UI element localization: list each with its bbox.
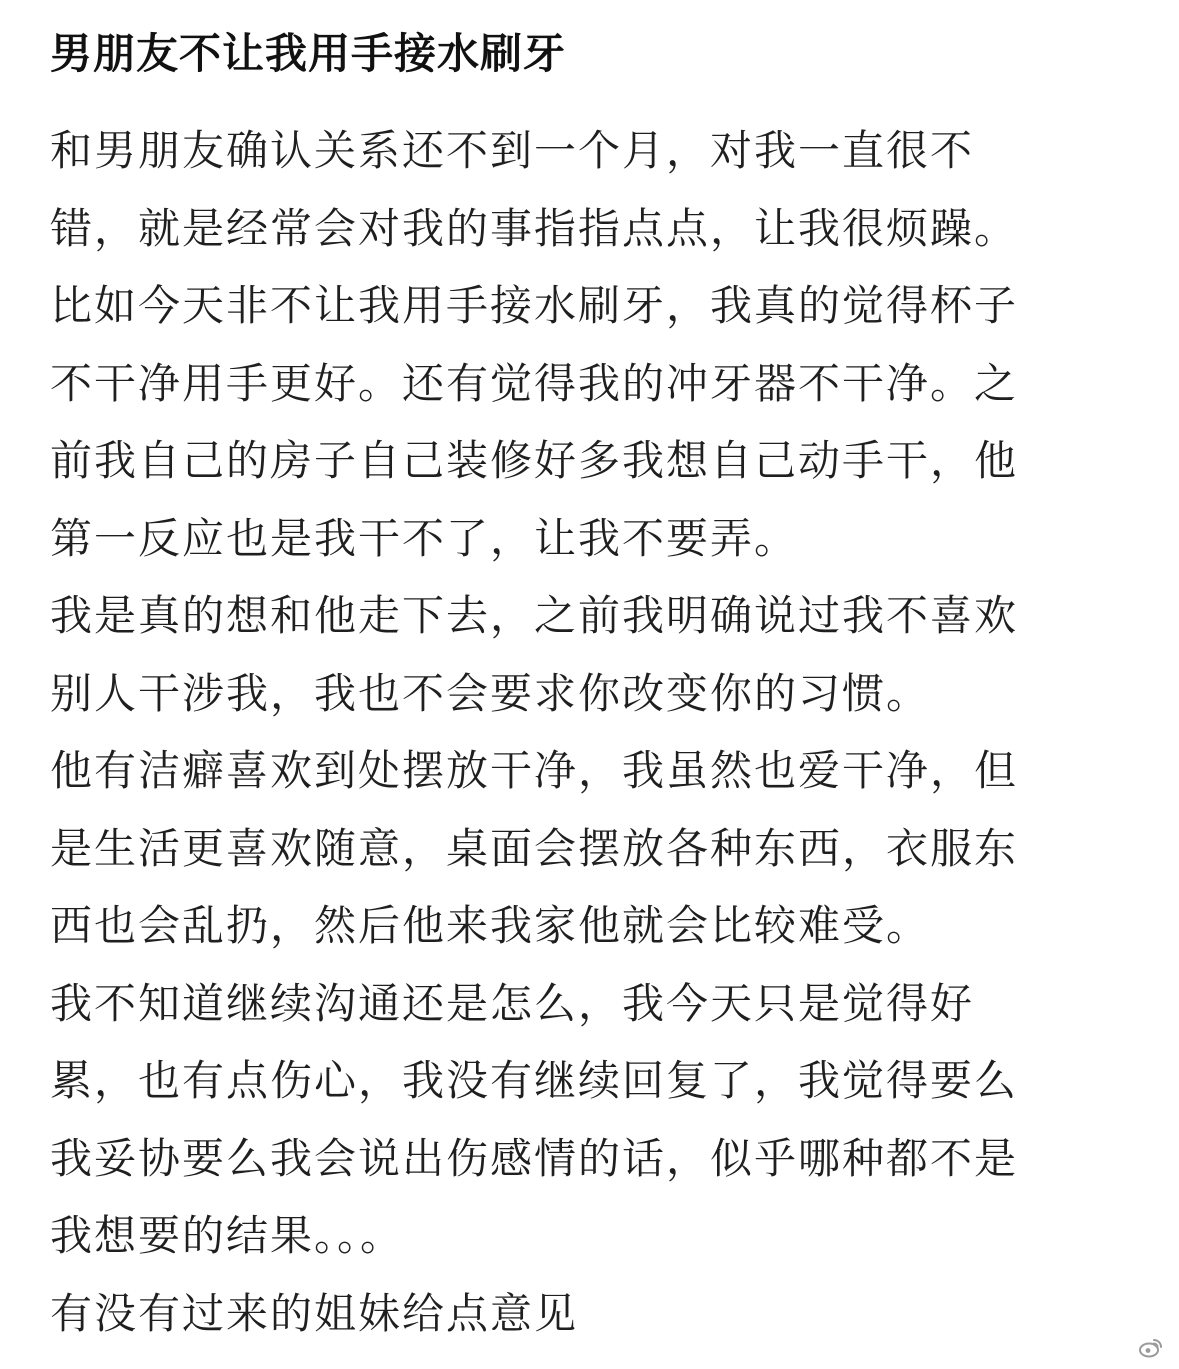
post	[50, 22, 1140, 1352]
post-body-line: 我不知道继续沟通还是怎么，我今天只是觉得好	[50, 978, 975, 1028]
post-body-line: 不干净用手更好。还有觉得我的冲牙器不干净。之	[50, 358, 1019, 408]
post-body-line: 他有洁癖喜欢到处摆放干净，我虽然也爱干净，但	[50, 746, 1019, 795]
post-body-line: 前我自己的房子自己装修好多我想自己动手干，他	[50, 436, 1019, 485]
post-body	[50, 112, 1140, 1352]
post-body-line: 有没有过来的姐妹给点意见	[50, 1288, 579, 1338]
post-body-line: 西也会乱扔，然后他来我家他就会比较难受。	[50, 901, 931, 950]
post-body-line: 第一反应也是我干不了，让我不要弄。	[50, 513, 799, 563]
post-body-line: 我是真的想和他走下去，之前我明确说过我不喜欢	[50, 591, 1019, 640]
weibo-logo-icon	[1139, 1338, 1163, 1358]
post-body-line: 错，就是经常会对我的事指指点点，让我很烦躁。	[50, 203, 1019, 253]
watermark	[1131, 1335, 1171, 1361]
post-title: 男朋友不让我用手接水刷牙	[50, 29, 567, 78]
post-body-line: 和男朋友确认关系还不到一个月，对我一直很不	[50, 126, 975, 175]
post-body-line: 比如今天非不让我用手接水刷牙，我真的觉得杯子	[50, 281, 1019, 330]
post-body-line: 别人干涉我，我也不会要求你改变你的习惯。	[50, 668, 931, 718]
post-body-line: 是生活更喜欢随意，桌面会摆放各种东西，衣服东	[50, 823, 1019, 873]
post-body-line: 我妥协要么我会说出伤感情的话，似乎哪种都不是	[50, 1133, 1019, 1183]
post-body-line: 累，也有点伤心，我没有继续回复了，我觉得要么	[50, 1056, 1019, 1105]
post-body-line: 我想要的结果。。。	[50, 1211, 405, 1260]
